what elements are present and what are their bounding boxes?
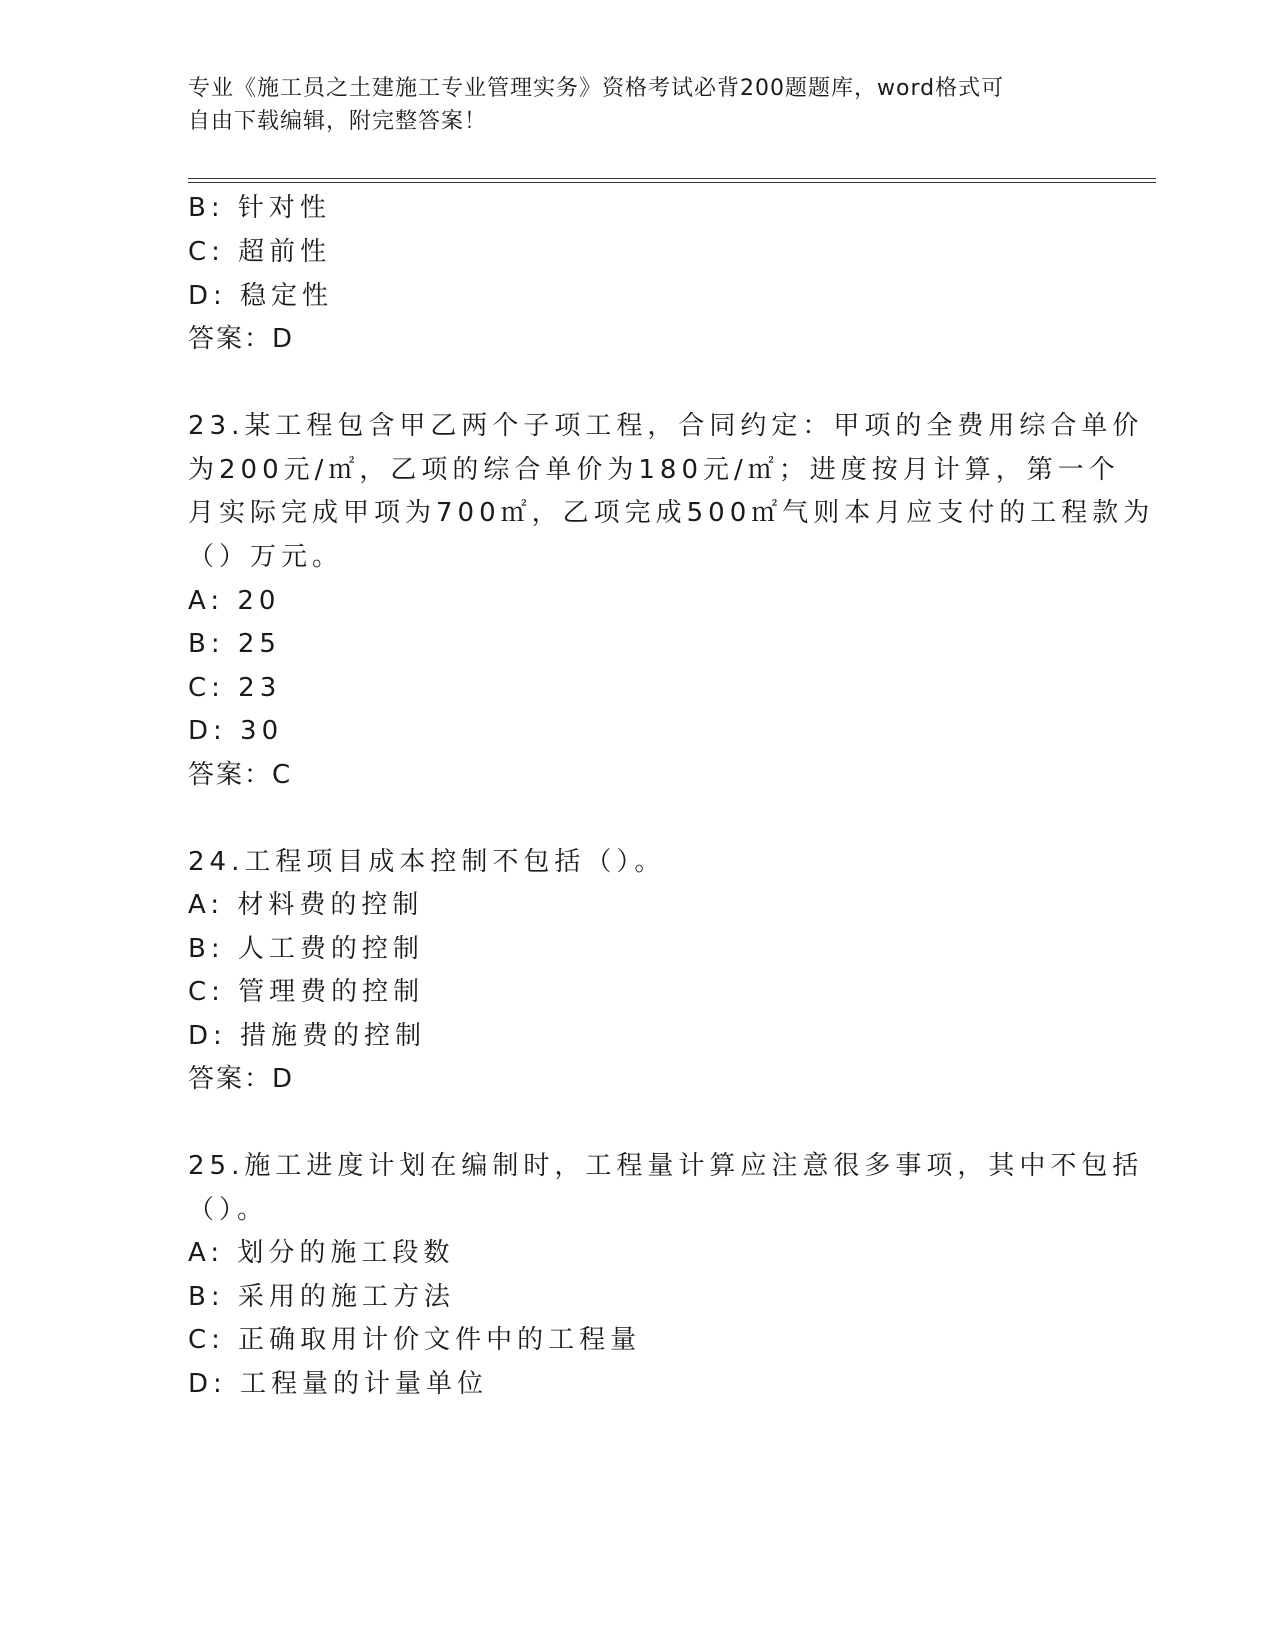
q23-text-line-2: 为200元/㎡，乙项的综合单价为180元/㎡；进度按月计算，第一个 [188, 455, 1120, 485]
q25-text-line-2: （）。 [188, 1195, 269, 1225]
document-header [188, 72, 1068, 138]
q24-option-a: A: 材料费的控制 [188, 890, 424, 920]
q22-option-b: B: 针对性 [188, 193, 331, 223]
q23-option-a: A: 20 [188, 586, 281, 616]
q24-option-b: B: 人工费的控制 [188, 934, 424, 964]
q22-answer: 答案：D [188, 324, 295, 354]
q23-option-b: B: 25 [188, 629, 281, 659]
q23-text-line-4: （）万元。 [188, 542, 344, 572]
q25-option-a: A: 划分的施工段数 [188, 1238, 455, 1268]
q22-option-d: D: 稳定性 [188, 281, 334, 311]
q24-answer: 答案：D [188, 1064, 295, 1094]
q23-text-line-3: 月实际完成甲项为700㎡，乙项完成500㎡气则本月应支付的工程款为 [188, 498, 1155, 528]
q23-answer: 答案：C [188, 760, 293, 790]
q22-option-c: C: 超前性 [188, 237, 332, 267]
q25-option-b: B: 采用的施工方法 [188, 1282, 455, 1312]
q24-option-d: D: 措施费的控制 [188, 1021, 427, 1051]
q25-option-c: C: 正确取用计价文件中的工程量 [188, 1325, 642, 1355]
header-line-1: 专业《施工员之土建施工专业管理实务》资格考试必背200题题库，word格式可 [188, 76, 1005, 101]
q24-text-line-1: 24.工程项目成本控制不包括（）。 [188, 847, 666, 877]
q25-text-line-1: 25.施工进度计划在编制时，工程量计算应注意很多事项，其中不包括 [188, 1151, 1144, 1181]
q23-option-d: D: 30 [188, 716, 284, 746]
q23-text-line-1: 23.某工程包含甲乙两个子项工程，合同约定：甲项的全费用综合单价 [188, 411, 1144, 441]
q24-option-c: C: 管理费的控制 [188, 977, 425, 1007]
header-line-2: 自由下载编辑，附完整答案！ [188, 109, 488, 134]
q23-option-c: C: 23 [188, 673, 282, 703]
q25-option-d: D: 工程量的计量单位 [188, 1369, 489, 1399]
header-divider-bottom [188, 182, 1156, 183]
header-divider-top [188, 178, 1156, 179]
